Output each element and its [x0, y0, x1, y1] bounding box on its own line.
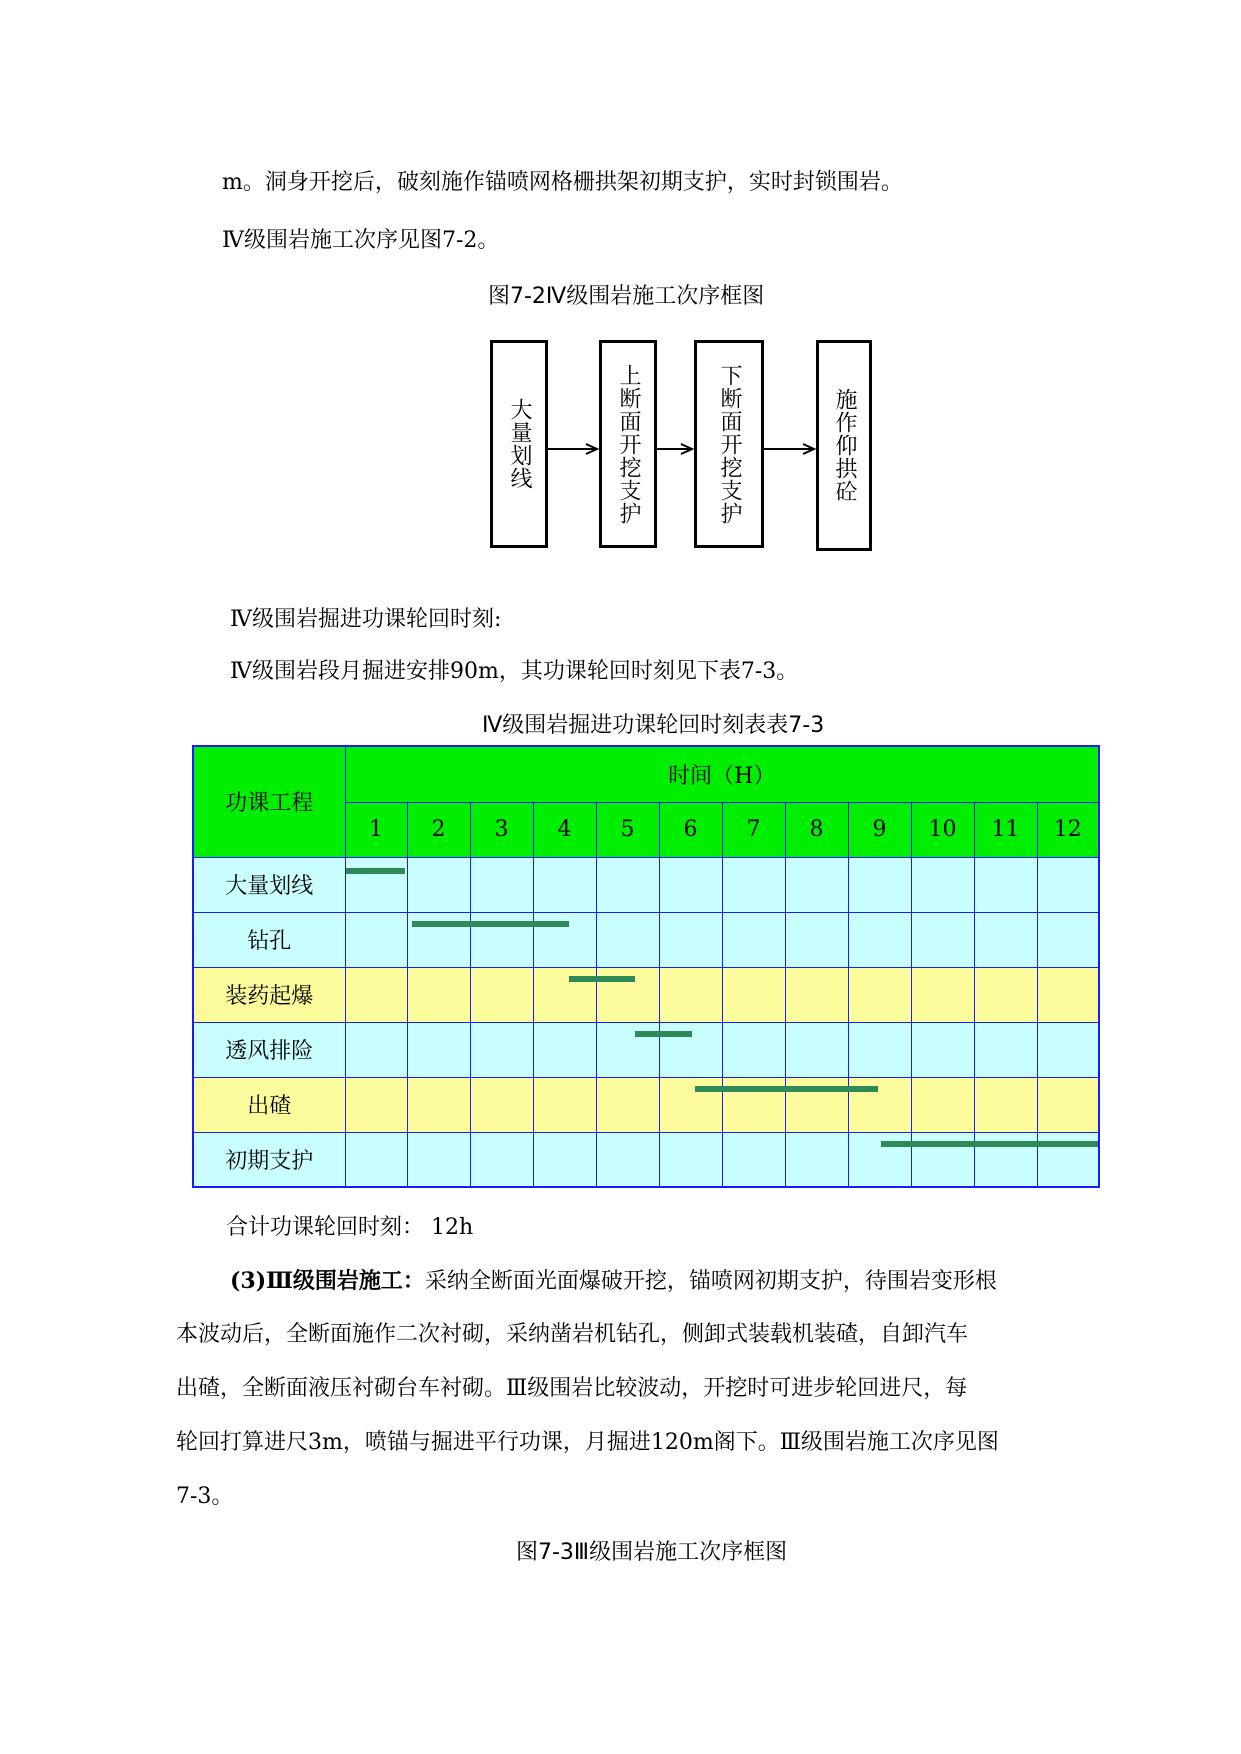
- hour-cell: [1037, 1077, 1099, 1132]
- hour-cell: [659, 967, 722, 1022]
- flow-box-1-label: 大量划线: [507, 398, 532, 490]
- hour-cell: [533, 1022, 596, 1077]
- hour-cell: [974, 967, 1037, 1022]
- hour-cell: [974, 912, 1037, 967]
- section-iv-text: Ⅳ级围岩段月掘进安排90m，其功课轮回时刻见下表7-3。: [230, 659, 799, 684]
- table-header-row-1: [193, 746, 1099, 802]
- hour-cell: [407, 1077, 470, 1132]
- gantt-bar: [695, 1086, 878, 1092]
- task-name-cell: 初期支护: [193, 1132, 345, 1187]
- hour-cell: [533, 1077, 596, 1132]
- section-iii-line-4: 轮回打算进尺3m，喷锚与掘进平行功课，月掘进120m阁下。Ⅲ级围岩施工次序见图: [176, 1430, 999, 1455]
- hour-cell: [911, 1022, 974, 1077]
- hour-header: 9: [848, 802, 911, 857]
- hour-cell: [345, 1132, 407, 1187]
- hour-cell: [470, 1132, 533, 1187]
- hour-cell: [1037, 1022, 1099, 1077]
- hour-cell: [722, 1022, 785, 1077]
- hour-cell: [1037, 967, 1099, 1022]
- hour-cell: [596, 1132, 659, 1187]
- hour-header: 7: [722, 802, 785, 857]
- hour-header: 4: [533, 802, 596, 857]
- hour-cell: [407, 967, 470, 1022]
- hour-cell: [533, 1132, 596, 1187]
- hour-cell: [345, 857, 407, 912]
- hour-cell: [722, 912, 785, 967]
- hour-cell: [785, 912, 848, 967]
- flow-box-2-label: 上断面开挖支护: [616, 363, 641, 525]
- hour-cell: [848, 1022, 911, 1077]
- flow-box-3-label: 下断面开挖支护: [717, 363, 742, 525]
- hour-header: 2: [407, 802, 470, 857]
- table-row: [193, 1077, 1099, 1132]
- hour-cell: [345, 967, 407, 1022]
- hour-cell: [974, 1022, 1037, 1077]
- hour-cell: [345, 1022, 407, 1077]
- hour-cell: [407, 857, 470, 912]
- hour-cell: [596, 1077, 659, 1132]
- hour-cell: [1037, 857, 1099, 912]
- hour-cell: [974, 1077, 1037, 1132]
- table-7-3-caption: Ⅳ级围岩掘进功课轮回时刻表表7-3: [482, 713, 825, 738]
- section-iii-line-1: [230, 1266, 997, 1297]
- hour-cell: [848, 967, 911, 1022]
- gantt-bar: [412, 921, 570, 927]
- time-column-header: 时间（H）: [345, 746, 1099, 802]
- hour-cell: [974, 857, 1037, 912]
- hour-cell: [659, 1132, 722, 1187]
- section-iii-line-3: 出碴，全断面液压衬砌台车衬砌。Ⅲ级围岩比较波动，开挖时可进步轮回进尺，每: [176, 1376, 968, 1401]
- section-iii-text-1: 采纳全断面光面爆破开挖，锚喷网初期支护，待围岩变形根: [424, 1269, 997, 1294]
- hour-cell: [1037, 912, 1099, 967]
- total-cycle-time: 合计功课轮回时刻： 12h: [226, 1215, 474, 1240]
- hour-cell: [470, 967, 533, 1022]
- task-name-cell: 出碴: [193, 1077, 345, 1132]
- hour-cell: [911, 912, 974, 967]
- hour-cell: [722, 967, 785, 1022]
- task-name-cell: 装药起爆: [193, 967, 345, 1022]
- task-name-cell: 大量划线: [193, 857, 345, 912]
- hour-header: 12: [1037, 802, 1099, 857]
- hour-header: 10: [911, 802, 974, 857]
- hour-header: 11: [974, 802, 1037, 857]
- gantt-bar: [881, 1141, 1098, 1147]
- gantt-bar: [346, 868, 406, 874]
- flow-box-4-label: 施作仰拱砼: [832, 388, 857, 503]
- table-row: [193, 1132, 1099, 1187]
- hour-cell: [470, 1077, 533, 1132]
- task-name-cell: 钻孔: [193, 912, 345, 967]
- figure-7-3-caption: 图7-3Ⅲ级围岩施工次序框图: [516, 1540, 788, 1565]
- hour-cell: [785, 1132, 848, 1187]
- hour-cell: [533, 857, 596, 912]
- section-iii-heading: (3)Ⅲ级围岩施工：: [230, 1268, 425, 1294]
- gantt-bar: [635, 1031, 692, 1037]
- hour-cell: [785, 857, 848, 912]
- figure-7-2-caption: 图7-2Ⅳ级围岩施工次序框图: [488, 284, 765, 309]
- hour-cell: [659, 857, 722, 912]
- hour-cell: [345, 1077, 407, 1132]
- hour-header: 5: [596, 802, 659, 857]
- hour-cell: [407, 1132, 470, 1187]
- table-row: [193, 967, 1099, 1022]
- task-name-cell: 透风排险: [193, 1022, 345, 1077]
- section-iii-line-2: 本波动后，全断面施作二次衬砌，采纳凿岩机钻孔，侧卸式装载机装碴，自卸汽车: [176, 1322, 969, 1347]
- hour-cell: [596, 857, 659, 912]
- hour-cell: [785, 1022, 848, 1077]
- hour-header: 1: [345, 802, 407, 857]
- hour-cell: [407, 1022, 470, 1077]
- section-iii-line-5: 7-3。: [176, 1484, 234, 1509]
- paragraph-line-2: Ⅳ级围岩施工次序见图7-2。: [222, 228, 500, 253]
- table-row: [193, 912, 1099, 967]
- hour-cell: [722, 1132, 785, 1187]
- hour-cell: [911, 1077, 974, 1132]
- hour-cell: [470, 1022, 533, 1077]
- flow-arrows: [0, 0, 1241, 600]
- hour-header: 3: [470, 802, 533, 857]
- hour-header: 6: [659, 802, 722, 857]
- hour-header: 8: [785, 802, 848, 857]
- hour-cell: [596, 912, 659, 967]
- hour-cell: [470, 857, 533, 912]
- paragraph-line-1: m。洞身开挖后，破刻施作锚喷网格栅拱架初期支护，实时封锁围岩。: [222, 170, 903, 195]
- hour-cell: [911, 967, 974, 1022]
- task-column-header: 功课工程: [193, 746, 345, 857]
- hour-cell: [785, 967, 848, 1022]
- schedule-table: [192, 745, 1100, 1188]
- section-iv-heading: Ⅳ级围岩掘进功课轮回时刻:: [230, 607, 502, 632]
- hour-cell: [722, 857, 785, 912]
- hour-cell: [345, 912, 407, 967]
- table-row: [193, 1022, 1099, 1077]
- hour-cell: [848, 912, 911, 967]
- hour-cell: [659, 912, 722, 967]
- gantt-bar: [569, 976, 635, 982]
- hour-cell: [911, 857, 974, 912]
- table-row: [193, 857, 1099, 912]
- hour-cell: [848, 857, 911, 912]
